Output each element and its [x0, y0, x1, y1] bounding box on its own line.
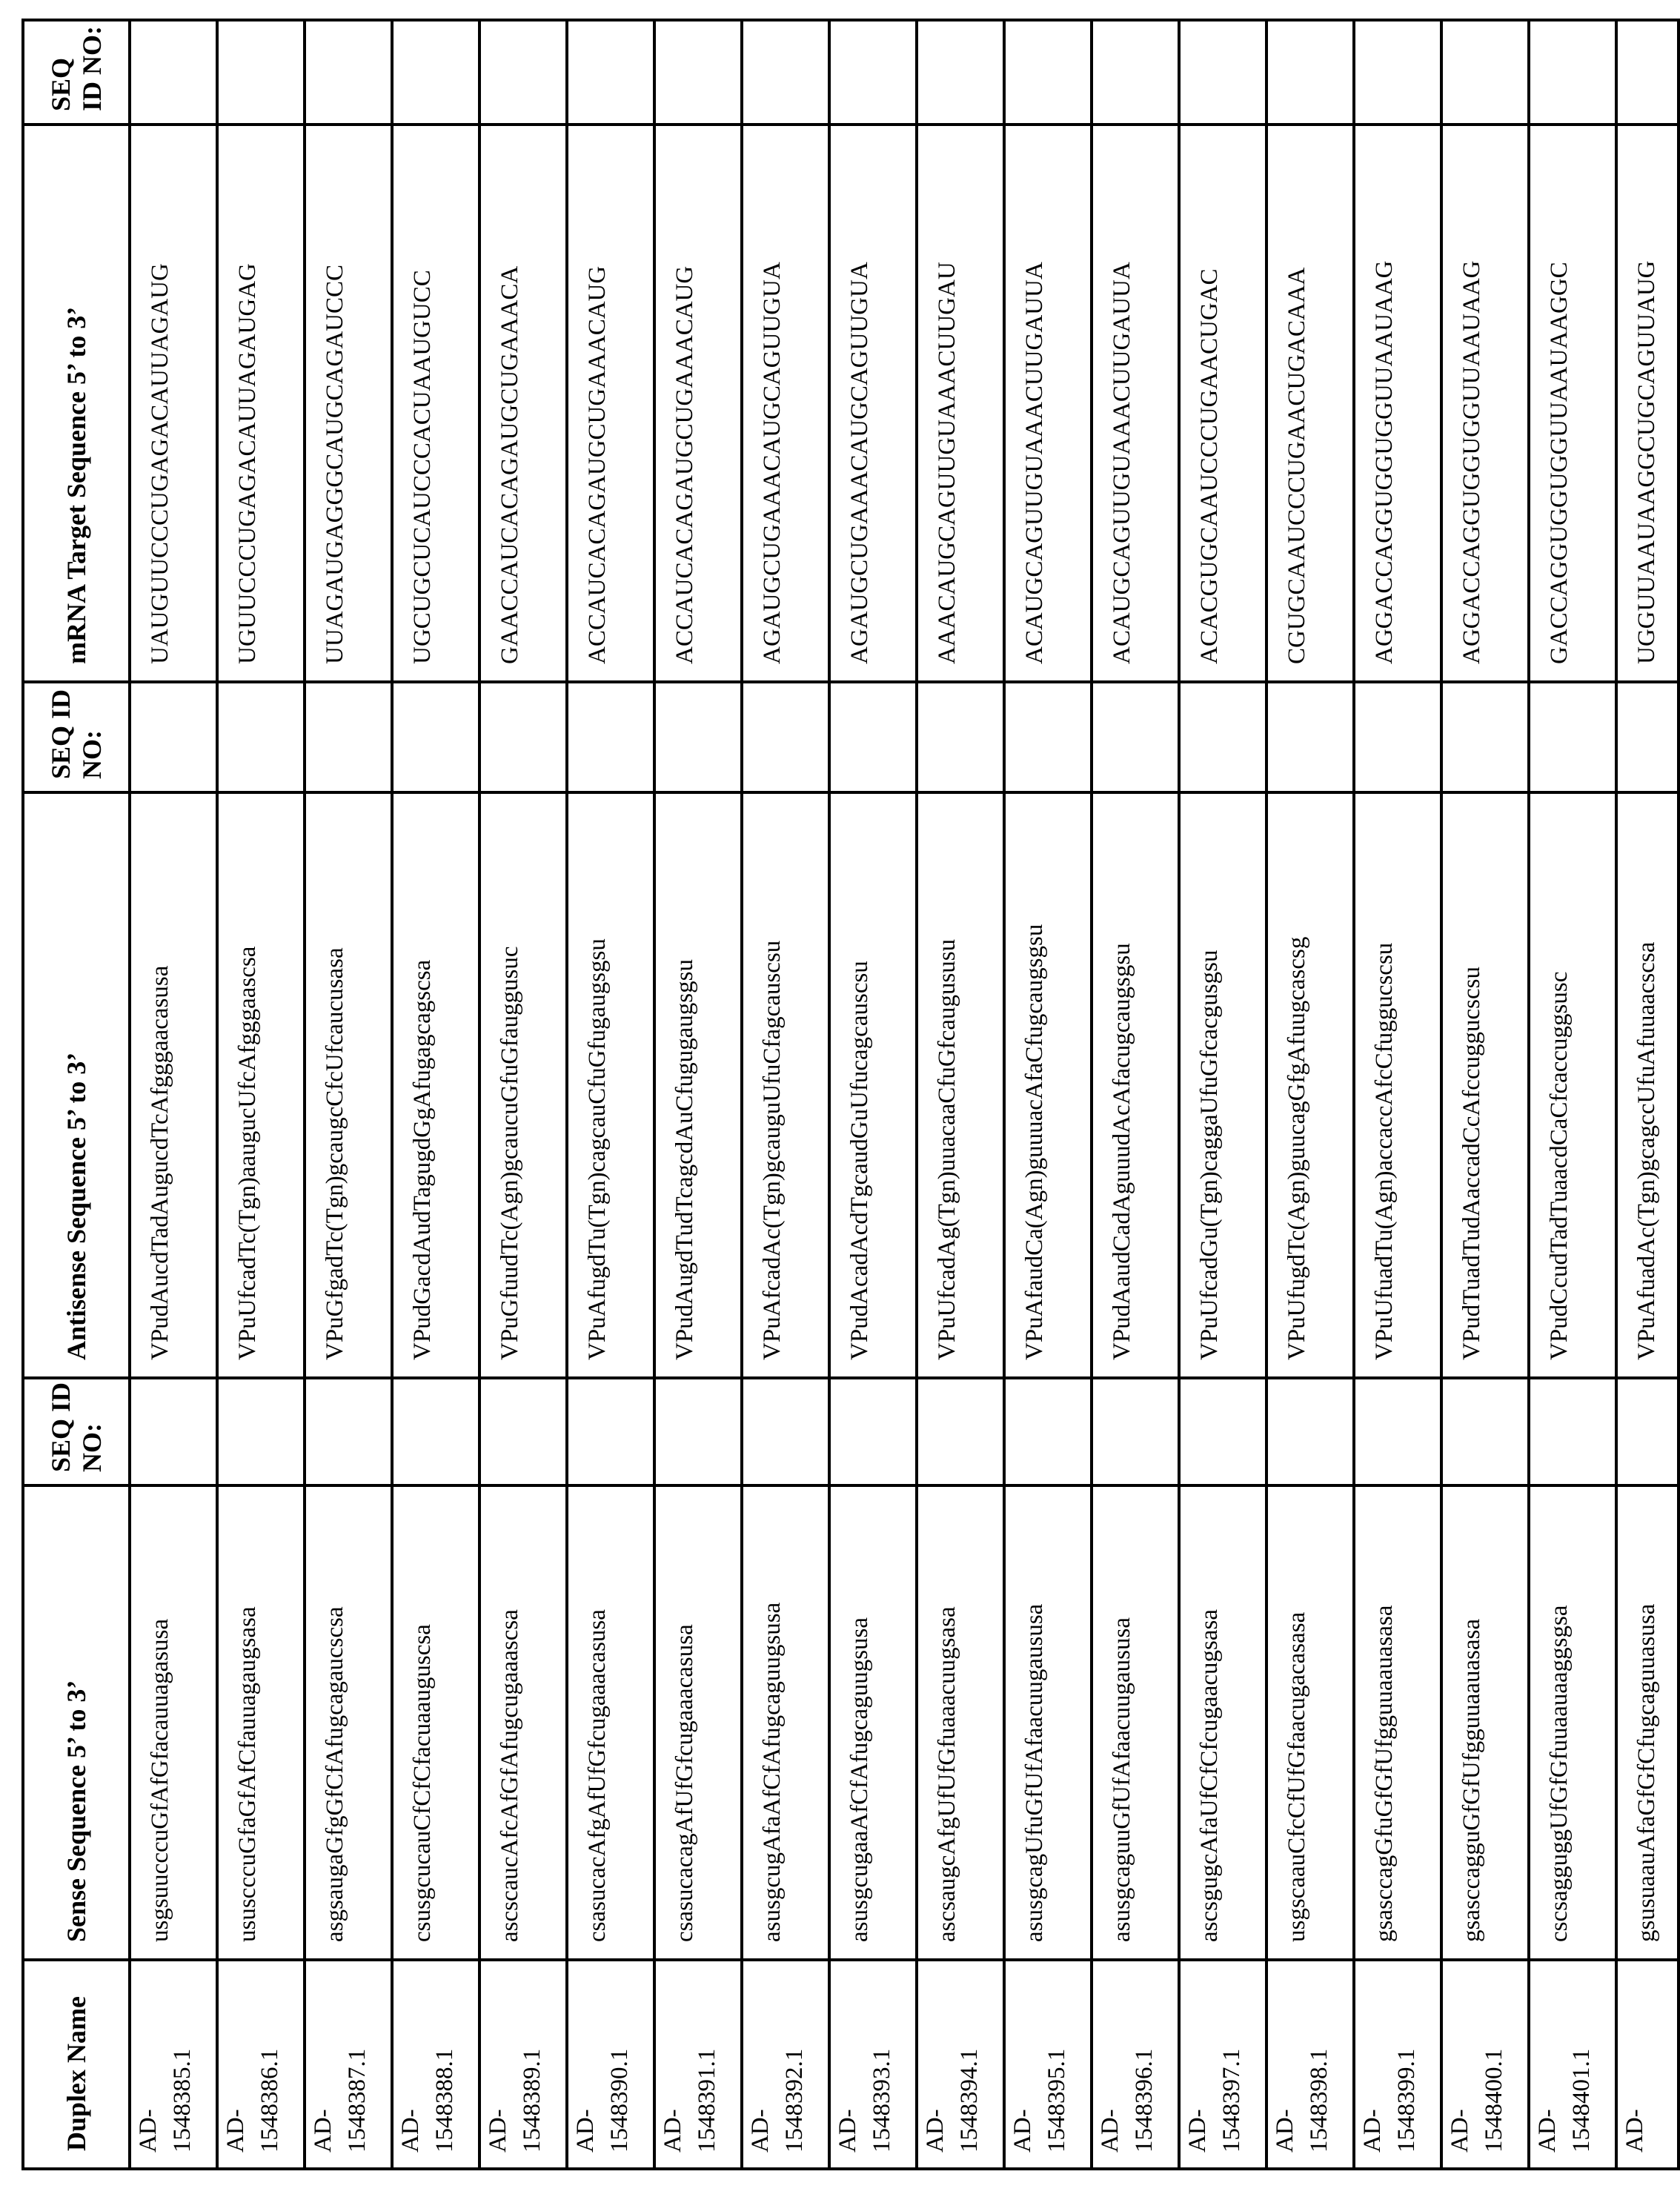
sense-seq-id-cell	[1266, 1378, 1354, 1485]
antisense-seq-id-cell	[130, 682, 217, 792]
antisense-seq-id-cell	[829, 682, 917, 792]
sense-sequence-cell: ascscaucAfcAfGfAfugcugaaascsa	[479, 1485, 567, 1960]
sense-seq-id-cell	[1441, 1378, 1529, 1485]
duplex-name-cell	[829, 1960, 917, 2169]
duplex-name-number: 1548389.1	[519, 2048, 545, 2153]
sense-seq-id-cell	[1179, 1378, 1266, 1485]
duplex-name-cell	[305, 1960, 392, 2169]
table-row	[1354, 20, 1441, 2169]
antisense-sequence-cell: VPudAugdTudTcagcdAuCfugugaugsgsu	[654, 792, 742, 1378]
duplex-name-prefix: AD-	[1359, 2109, 1386, 2153]
table-row	[1092, 20, 1179, 2169]
table-row	[1529, 20, 1616, 2169]
sense-sequence-cell: ascsgugcAfaUfCfCfcugaacugsasa	[1179, 1485, 1266, 1960]
mrna-target-sequence-cell: ACCAUCACAGAUGCUGAAACAUG	[654, 125, 742, 682]
antisense-sequence-cell: VPuAfugdTu(Tgn)cagcauCfuGfugaugsgsu	[567, 792, 654, 1378]
duplex-name-cell	[1441, 1960, 1529, 2169]
duplex-name-number: 1548397.1	[1218, 2048, 1245, 2153]
duplex-name-cell	[567, 1960, 654, 2169]
header-antisense-sequence: Antisense Sequence 5’ to 3’	[23, 792, 130, 1378]
duplex-name-number: 1548399.1	[1393, 2048, 1420, 2153]
duplex-name-number: 1548393.1	[869, 2048, 895, 2153]
sense-sequence-cell: gsasccagGfuGfGfUfgguuaauasasa	[1354, 1485, 1441, 1960]
table-row	[130, 20, 217, 2169]
mrna-seq-id-cell	[567, 20, 654, 125]
duplex-name-number: 1548386.1	[256, 2048, 283, 2153]
antisense-sequence-cell: VPuAfcadAc(Tgn)gcauguUfuCfagcauscsu	[742, 792, 829, 1378]
table-row	[567, 20, 654, 2169]
table-row	[742, 20, 829, 2169]
mrna-target-sequence-cell: ACCAUCACAGAUGCUGAAACAUG	[567, 125, 654, 682]
duplex-name-number: 1548387.1	[344, 2048, 371, 2153]
duplex-name-cell	[479, 1960, 567, 2169]
mrna-seq-id-cell	[1441, 20, 1529, 125]
antisense-seq-id-cell	[742, 682, 829, 792]
sense-seq-id-cell	[1092, 1378, 1179, 1485]
mrna-target-sequence-cell: ACAUGCAGUUGUAAACUUGAUUA	[1092, 125, 1179, 682]
antisense-seq-id-cell	[305, 682, 392, 792]
sense-seq-id-cell	[392, 1378, 479, 1485]
mrna-seq-id-cell	[130, 20, 217, 125]
antisense-seq-id-cell	[1092, 682, 1179, 792]
header-duplex-name: Duplex Name	[23, 1960, 130, 2169]
mrna-target-sequence-cell: AGAUGCUGAAACAUGCAGUUGUA	[742, 125, 829, 682]
table-row	[479, 20, 567, 2169]
mrna-target-sequence-cell: CGUGCAAUCCCUGAACUGACAAA	[1266, 125, 1354, 682]
header-sense-seq-id: SEQ ID NO:	[23, 1378, 130, 1485]
table-body	[130, 20, 1679, 2169]
mrna-seq-id-cell	[1529, 20, 1616, 125]
duplex-name-number: 1548395.1	[1043, 2048, 1070, 2153]
sense-seq-id-cell	[1354, 1378, 1441, 1485]
mrna-target-sequence-cell: ACAUGCAGUUGUAAACUUGAUUA	[1004, 125, 1092, 682]
duplex-name-prefix: AD-	[834, 2109, 861, 2153]
mrna-target-sequence-cell: UUAGAUGAGGGCAUGCAGAUCCC	[305, 125, 392, 682]
mrna-seq-id-cell	[1354, 20, 1441, 125]
header-sense-sequence: Sense Sequence 5’ to 3’	[23, 1485, 130, 1960]
antisense-sequence-cell: VPudAcadAcdTgcaudGuUfucagcauscsu	[829, 792, 917, 1378]
antisense-sequence-cell: VPudTuadTudAaccadCcAfccuggucscsu	[1441, 792, 1529, 1378]
mrna-seq-id-cell	[479, 20, 567, 125]
mrna-seq-id-cell	[1092, 20, 1179, 125]
mrna-seq-id-cell	[1266, 20, 1354, 125]
antisense-sequence-cell: VPudGacdAudTagugdGgAfugagcagscsa	[392, 792, 479, 1378]
table-row	[1004, 20, 1092, 2169]
sense-sequence-cell: csusgcucauCfCfCfacuaauguscsa	[392, 1485, 479, 1960]
antisense-seq-id-cell	[654, 682, 742, 792]
antisense-seq-id-cell	[392, 682, 479, 792]
mrna-target-sequence-cell: UGUUCCCUGAGACAUUAGAUGAG	[217, 125, 305, 682]
sense-seq-id-cell	[217, 1378, 305, 1485]
antisense-seq-id-cell	[567, 682, 654, 792]
sense-seq-id-cell	[567, 1378, 654, 1485]
duplex-name-prefix: AD-	[922, 2109, 949, 2153]
mrna-seq-id-cell	[829, 20, 917, 125]
duplex-name-number: 1548385.1	[169, 2048, 196, 2153]
antisense-seq-id-cell	[479, 682, 567, 792]
sense-seq-id-cell	[1529, 1378, 1616, 1485]
mrna-target-sequence-cell: AGGACCAGGUGGUGGUUAAUAAG	[1441, 125, 1529, 682]
antisense-sequence-cell: VPuUfugdTc(Agn)guucagGfgAfuugcascsg	[1266, 792, 1354, 1378]
duplex-name-cell	[742, 1960, 829, 2169]
sense-seq-id-cell	[829, 1378, 917, 1485]
sense-sequence-cell: gsusuaauAfaGfGfCfugcaguuasusa	[1616, 1485, 1679, 1960]
sense-seq-id-cell	[654, 1378, 742, 1485]
mrna-seq-id-cell	[305, 20, 392, 125]
duplex-name-number: 1548390.1	[606, 2048, 633, 2153]
duplex-name-number: 1548388.1	[431, 2048, 458, 2153]
duplex-name-number: 1548391.1	[694, 2048, 720, 2153]
duplex-name-prefix: AD-	[1184, 2109, 1211, 2153]
duplex-name-prefix: AD-	[660, 2109, 686, 2153]
duplex-name-cell	[1616, 1960, 1679, 2169]
mrna-target-sequence-cell: GAACCAUCACAGAUGCUGAAACA	[479, 125, 567, 682]
duplex-name-prefix: AD-	[222, 2109, 249, 2153]
table-row	[1179, 20, 1266, 2169]
table-row	[217, 20, 305, 2169]
duplex-name-prefix: AD-	[1621, 2109, 1648, 2153]
mrna-seq-id-cell	[917, 20, 1004, 125]
mrna-seq-id-cell	[742, 20, 829, 125]
duplex-name-prefix: AD-	[1009, 2109, 1036, 2153]
sense-sequence-cell: csasucacagAfUfGfcugaaacasusa	[654, 1485, 742, 1960]
sense-sequence-cell: asgsaugaGfgGfCfAfugcagaucscsa	[305, 1485, 392, 1960]
sense-seq-id-cell	[305, 1378, 392, 1485]
header-mrna-seq-id: SEQ ID NO:	[23, 20, 130, 125]
rotated-table-page	[21, 21, 1660, 2170]
duplex-name-cell	[1354, 1960, 1441, 2169]
table-row	[917, 20, 1004, 2169]
duplex-name-prefix: AD-	[1272, 2109, 1298, 2153]
duplex-name-prefix: AD-	[1534, 2109, 1561, 2153]
antisense-seq-id-cell	[1179, 682, 1266, 792]
antisense-sequence-cell: VPuUfcadAg(Tgn)uuacaaCfuGfcaugususu	[917, 792, 1004, 1378]
duplex-name-prefix: AD-	[747, 2109, 774, 2153]
mrna-seq-id-cell	[392, 20, 479, 125]
table-row	[1616, 20, 1679, 2169]
antisense-sequence-cell: VPuUfuadTu(Agn)accaccAfcCfuggucscsu	[1354, 792, 1441, 1378]
mrna-seq-id-cell	[654, 20, 742, 125]
mrna-seq-id-cell	[217, 20, 305, 125]
sense-sequence-cell: ususcccuGfaGfAfCfauuagaugsasa	[217, 1485, 305, 1960]
antisense-sequence-cell: VPudCcudTadTuaacdCaCfcaccuggsusc	[1529, 792, 1616, 1378]
sense-sequence-cell: gsasccagguGfGfUfgguuaauasasa	[1441, 1485, 1529, 1960]
antisense-sequence-cell: VPudAucdTadAugucdTcAfgggaacasusa	[130, 792, 217, 1378]
table-row	[1441, 20, 1529, 2169]
antisense-seq-id-cell	[1266, 682, 1354, 792]
antisense-sequence-cell: VPuGfuudTc(Agn)gcaucuGfuGfauggusuc	[479, 792, 567, 1378]
duplex-name-number: 1548392.1	[781, 2048, 808, 2153]
mrna-target-sequence-cell: ACACGUGCAAUCCCUGAACUGAC	[1179, 125, 1266, 682]
header-antisense-seq-id: SEQ ID NO:	[23, 682, 130, 792]
mrna-seq-id-cell	[1616, 20, 1679, 125]
mrna-target-sequence-cell: AAACAUGCAGUUGUAAACUUGAU	[917, 125, 1004, 682]
antisense-seq-id-cell	[1441, 682, 1529, 792]
antisense-sequence-cell: VPuAfaudCa(Agn)guuuacAfaCfugcaugsgsu	[1004, 792, 1092, 1378]
duplex-name-prefix: AD-	[485, 2109, 511, 2153]
duplex-name-cell	[217, 1960, 305, 2169]
duplex-name-cell	[1529, 1960, 1616, 2169]
duplex-name-cell	[917, 1960, 1004, 2169]
mrna-seq-id-cell	[1179, 20, 1266, 125]
duplex-name-prefix: AD-	[572, 2109, 599, 2153]
table-row	[392, 20, 479, 2169]
duplex-name-number: 1548401.1	[1568, 2048, 1595, 2153]
duplex-name-cell	[654, 1960, 742, 2169]
antisense-seq-id-cell	[1529, 682, 1616, 792]
antisense-seq-id-cell	[1004, 682, 1092, 792]
duplex-name-cell	[392, 1960, 479, 2169]
sense-seq-id-cell	[1004, 1378, 1092, 1485]
mrna-target-sequence-cell: UGCUGCUCAUCCCACUAAUGUCC	[392, 125, 479, 682]
sense-seq-id-cell	[742, 1378, 829, 1485]
antisense-sequence-cell: VPuGfgadTc(Tgn)gcaugcCfcUfcaucusasa	[305, 792, 392, 1378]
duplex-name-cell	[1179, 1960, 1266, 2169]
header-row	[23, 20, 130, 2169]
duplex-name-cell	[1004, 1960, 1092, 2169]
duplex-name-number: 1548398.1	[1306, 2048, 1332, 2153]
antisense-seq-id-cell	[217, 682, 305, 792]
mrna-target-sequence-cell: UGGUUAAUAAGGCUGCAGUUAUG	[1616, 125, 1679, 682]
sense-seq-id-cell	[130, 1378, 217, 1485]
table-row	[1266, 20, 1354, 2169]
antisense-sequence-cell: VPudAaudCadAguuudAcAfacugcaugsgsu	[1092, 792, 1179, 1378]
sense-seq-id-cell	[479, 1378, 567, 1485]
sirna-duplex-table	[21, 19, 1680, 2170]
antisense-sequence-cell: VPuAfuadAc(Tgn)gcagccUfuAfuuaacscsa	[1616, 792, 1679, 1378]
header-mrna-target-sequence: mRNA Target Sequence 5’ to 3’	[23, 125, 130, 682]
sense-sequence-cell: asusgcagUfuGfUfAfaacuugaususa	[1004, 1485, 1092, 1960]
duplex-name-prefix: AD-	[397, 2109, 424, 2153]
sense-sequence-cell: usgsuucccuGfAfGfacauuagasusa	[130, 1485, 217, 1960]
duplex-name-prefix: AD-	[135, 2109, 162, 2153]
table-row	[829, 20, 917, 2169]
duplex-name-prefix: AD-	[1447, 2109, 1473, 2153]
sense-sequence-cell: usgscaauCfcCfUfGfaacugacasasa	[1266, 1485, 1354, 1960]
duplex-name-prefix: AD-	[1097, 2109, 1123, 2153]
sense-sequence-cell: ascsaugcAfgUfUfGfuaaacuugsasa	[917, 1485, 1004, 1960]
table-row	[305, 20, 392, 2169]
sense-sequence-cell: asusgcugAfaAfCfAfugcaguugsusa	[742, 1485, 829, 1960]
mrna-target-sequence-cell: AGGACCAGGUGGUGGUUAAUAAG	[1354, 125, 1441, 682]
antisense-seq-id-cell	[1616, 682, 1679, 792]
sense-seq-id-cell	[1616, 1378, 1679, 1485]
sense-sequence-cell: cscsagguggUfGfGfuuaauaaggsgsa	[1529, 1485, 1616, 1960]
mrna-seq-id-cell	[1004, 20, 1092, 125]
duplex-name-number: 1548396.1	[1131, 2048, 1158, 2153]
duplex-name-cell	[1266, 1960, 1354, 2169]
sense-seq-id-cell	[917, 1378, 1004, 1485]
antisense-sequence-cell: VPuUfcadTc(Tgn)aaugucUfcAfgggaascsa	[217, 792, 305, 1378]
sense-sequence-cell: asusgcaguuGfUfAfaacuugaususa	[1092, 1485, 1179, 1960]
mrna-target-sequence-cell: AGAUGCUGAAACAUGCAGUUGUA	[829, 125, 917, 682]
duplex-name-number: 1548394.1	[956, 2048, 983, 2153]
duplex-name-cell	[1092, 1960, 1179, 2169]
duplex-name-number: 1548400.1	[1481, 2048, 1507, 2153]
sense-sequence-cell: csasucacAfgAfUfGfcugaaacasusa	[567, 1485, 654, 1960]
antisense-sequence-cell: VPuUfcadGu(Tgn)caggaUfuGfcacgusgsu	[1179, 792, 1266, 1378]
duplex-name-cell	[130, 1960, 217, 2169]
duplex-name-prefix: AD-	[310, 2109, 336, 2153]
sense-sequence-cell: asusgcugaaAfCfAfugcaguugsusa	[829, 1485, 917, 1960]
antisense-seq-id-cell	[1354, 682, 1441, 792]
mrna-target-sequence-cell: UAUGUUCCCUGAGACAUUAGAUG	[130, 125, 217, 682]
antisense-seq-id-cell	[917, 682, 1004, 792]
mrna-target-sequence-cell: GACCAGGUGGUGGUUAAUAAGGC	[1529, 125, 1616, 682]
table-row	[654, 20, 742, 2169]
